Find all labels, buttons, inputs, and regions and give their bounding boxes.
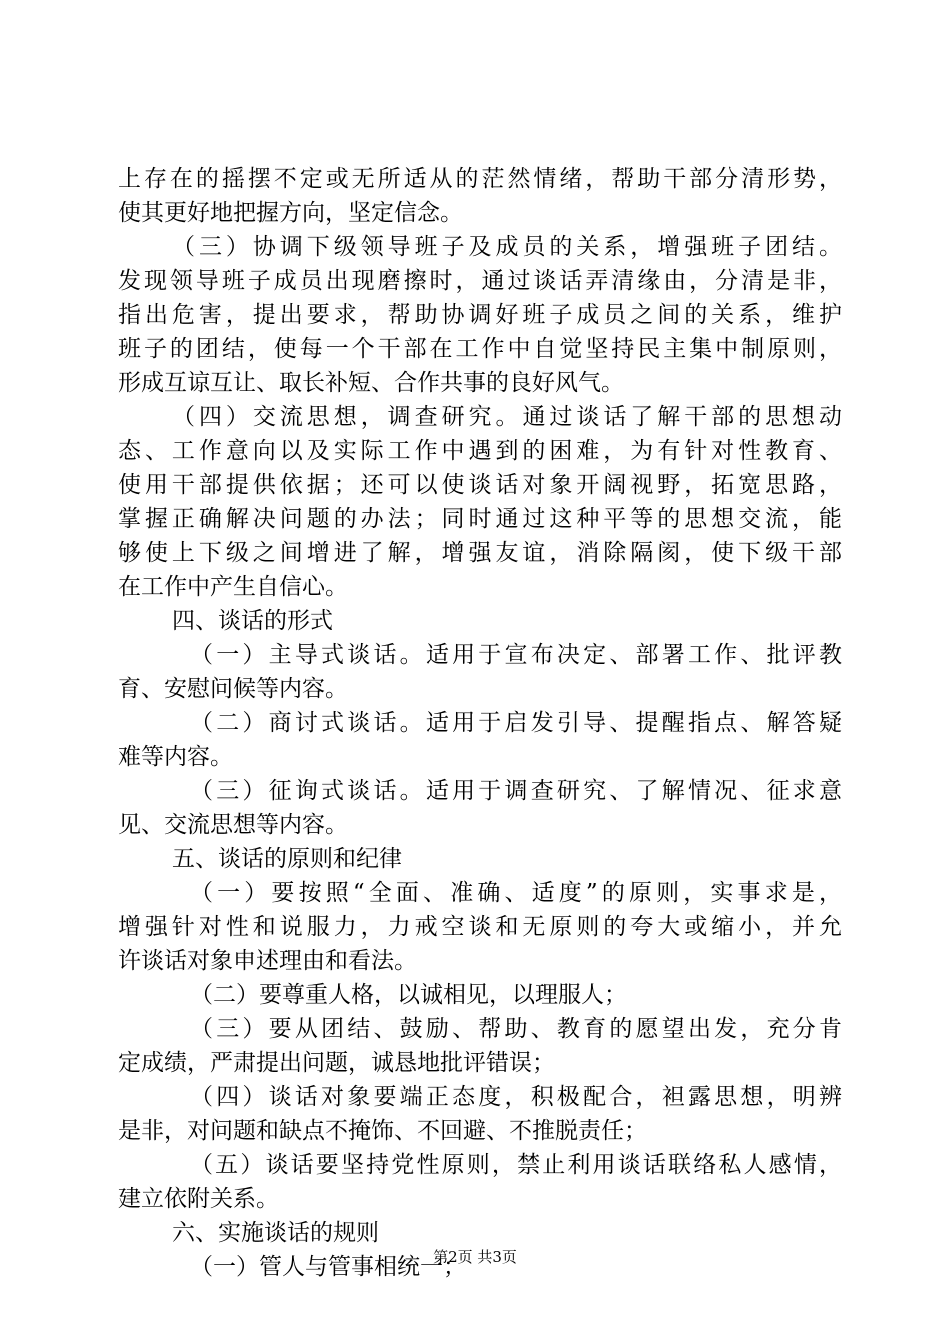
paragraph-heading: （三）征询式谈话。适用于调查研究、了解情况、征求意 [190,778,842,804]
document-body [118,162,842,1284]
paragraph-heading: （五）谈话要坚持党性原则，禁止利用谈话联络私人感情， [190,1152,842,1178]
paragraph-heading: （一）要按照“全面、准确、适度”的原则，实事求是， [190,880,842,906]
text-line: 定成绩，严肃提出问题，诚恳地批评错误； [118,1050,555,1076]
section-heading: 四、谈话的形式 [172,608,333,634]
text-line: 在工作中产生自信心。 [118,574,348,600]
paragraph-heading: （二）商讨式谈话。适用于启发引导、提醒指点、解答疑 [190,710,842,736]
paragraph-heading: （四）谈话对象要端正态度，积极配合，袒露思想，明辨 [190,1084,842,1110]
text-line: 建立依附关系。 [118,1186,279,1212]
page-number-footer: 第2页 共3页 [433,1248,517,1266]
text-line: 使用干部提供依据；还可以使谈话对象开阔视野，拓宽思路， [118,472,842,498]
paragraph-heading: （一）管人与管事相统一； [190,1254,466,1280]
paragraph-heading: （四）交流思想，调查研究。通过谈话了解干部的思想动 [172,404,842,430]
paragraph-heading: （三）要从团结、鼓励、帮助、教育的愿望出发，充分肯 [190,1016,842,1042]
text-line: 掌握正确解决问题的办法；同时通过这种平等的思想交流，能 [118,506,842,532]
text-line: 态、工作意向以及实际工作中遇到的困难，为有针对性教育、 [118,438,842,464]
text-line: 上存在的摇摆不定或无所适从的茫然情绪，帮助干部分清形势， [118,166,842,192]
text-line: 发现领导班子成员出现磨擦时，通过谈话弄清缘由，分清是非， [118,268,842,294]
text-line: 增强针对性和说服力，力戒空谈和无原则的夸大或缩小，并允 [118,914,842,940]
text-line: 是非，对问题和缺点不掩饰、不回避、不推脱责任； [118,1118,647,1144]
text-line: 许谈话对象申述理由和看法。 [118,948,417,974]
paragraph-heading: （三）协调下级领导班子及成员的关系，增强班子团结。 [172,234,842,260]
section-heading: 五、谈话的原则和纪律 [172,846,402,872]
paragraph-heading: （二）要尊重人格，以诚相见，以理服人； [190,982,627,1008]
text-line: 形成互谅互让、取长补短、合作共事的良好风气。 [118,370,624,396]
text-line: 育、安慰问候等内容。 [118,676,348,702]
section-heading: 六、实施谈话的规则 [172,1220,379,1246]
text-line: 使其更好地把握方向，坚定信念。 [118,200,463,226]
text-line: 难等内容。 [118,744,233,770]
text-line: 够使上下级之间增进了解，增强友谊，消除隔阂，使下级干部 [118,540,842,566]
text-line: 指出危害，提出要求，帮助协调好班子成员之间的关系，维护 [118,302,842,328]
text-line: 见、交流思想等内容。 [118,812,348,838]
paragraph-heading: （一）主导式谈话。适用于宣布决定、部署工作、批评教 [190,642,842,668]
text-line: 班子的团结，使每一个干部在工作中自觉坚持民主集中制原则， [118,336,842,362]
